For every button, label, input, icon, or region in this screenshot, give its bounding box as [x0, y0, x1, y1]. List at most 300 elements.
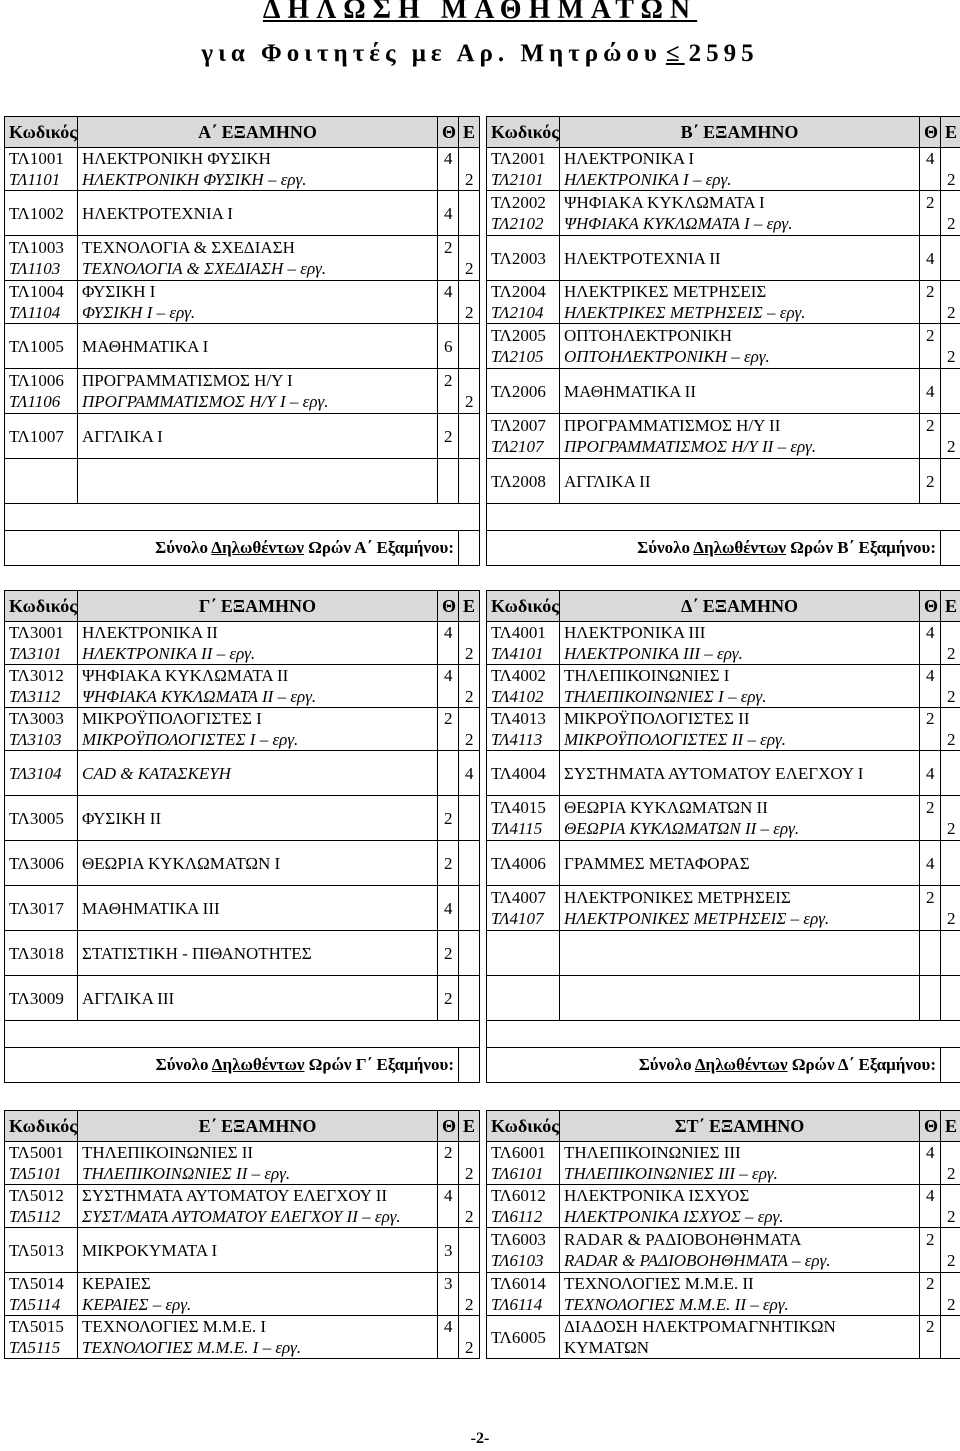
- lab-course-name: ΠΡΟΓΡΑΜΜΑΤΙΣΜΟΣ Η/Υ ΙΙ – εργ.: [564, 437, 817, 456]
- theory-hours-cell: [920, 414, 941, 459]
- lab-hours-cell: [459, 324, 480, 369]
- course-name: ΤΕΧΝΟΛΟΓΙΕΣ Μ.Μ.Ε. ΙΙ: [564, 1274, 754, 1293]
- lab-hours: [465, 808, 479, 829]
- course-name: ΓΡΑΜΜΕΣ ΜΕΤΑΦΟΡΑΣ: [564, 853, 750, 873]
- blank-spacer: [5, 1021, 480, 1048]
- course-name: ΗΛΕΚΤΡΟΝΙΚΑ ΙΙΙ: [564, 623, 706, 642]
- lab-hours-cell: [941, 148, 960, 191]
- lab-hours: 2: [947, 1164, 956, 1183]
- course-code-cell: [487, 1142, 560, 1185]
- course-name: ΗΛΕΚΤΡΟΤΕΧΝΙΑ Ι: [82, 203, 233, 223]
- course-name-cell: [560, 1228, 920, 1273]
- course-name-cell: [560, 191, 920, 236]
- course-name: ΣΥΣΤΗΜΑΤΑ ΑΥΤΟΜΑΤΟΥ ΕΛΕΓΧΟΥ Ι: [564, 763, 864, 783]
- lab-course-name: ΤΗΛΕΠΙΚΟΙΝΩΝΙΕΣ ΙΙ – εργ.: [82, 1164, 291, 1183]
- theory-hours-cell: [920, 369, 941, 414]
- lab-hours-cell: [459, 1273, 480, 1316]
- theory-hours-cell: [438, 1316, 459, 1359]
- header-lab: Ε: [459, 591, 480, 622]
- header-lab: Ε: [459, 117, 480, 148]
- lab-hours: 2: [947, 687, 956, 706]
- theory-hours-cell: [438, 191, 459, 236]
- lab-course-code: ΤΛ1106: [9, 392, 61, 411]
- theory-hours-cell: [920, 665, 941, 708]
- lab-hours-cell: [941, 796, 960, 841]
- theory-hours: 2: [926, 1230, 935, 1249]
- course-code: ΤΛ3104: [9, 763, 62, 783]
- lab-course-name: ΤΕΧΝΟΛΟΓΙΑ & ΣΧΕΔΙΑΣΗ – εργ.: [82, 259, 327, 278]
- lab-hours-cell: [941, 414, 960, 459]
- theory-hours-cell: [438, 886, 459, 931]
- semester-total-label: [487, 1048, 941, 1083]
- header-theory: Θ: [920, 1111, 941, 1142]
- course-name-cell: [78, 1142, 438, 1185]
- course-name-cell: [560, 886, 920, 931]
- lab-course-name: RADAR & ΡΑΔΙΟΒΟΗΘΗΜΑΤΑ – εργ.: [564, 1251, 831, 1270]
- lab-course-name: ΗΛΕΚΤΡΟΝΙΚΑ ΙΙΙ – εργ.: [564, 644, 743, 663]
- total-suffix: Ωρών Δ΄ Εξαμήνου:: [791, 1055, 936, 1074]
- lab-hours: [947, 381, 960, 402]
- course-code: ΤΛ3017: [9, 898, 64, 918]
- course-name-cell: [78, 191, 438, 236]
- theory-hours-cell: [920, 1273, 941, 1316]
- course-name: ΜΑΘΗΜΑΤΙΚΑ ΙΙ: [564, 381, 697, 401]
- course-code-cell: [5, 708, 78, 751]
- theory-hours: 4: [926, 248, 935, 268]
- total-underlined: Δηλωθέντων: [211, 538, 304, 557]
- lab-hours-cell: [459, 281, 480, 324]
- theory-hours: 4: [444, 203, 453, 223]
- course-name: ΜΙΚΡΟΚΥΜΑΤΑ Ι: [82, 1240, 218, 1260]
- course-name-cell: [78, 414, 438, 459]
- course-name-cell: [560, 931, 920, 976]
- header-semester-title: Α΄ ΕΞΑΜΗΝΟ: [78, 117, 438, 148]
- theory-hours: 2: [926, 798, 935, 817]
- lab-hours: [465, 1316, 479, 1337]
- theory-hours-cell: [438, 841, 459, 886]
- course-code-cell: [487, 414, 560, 459]
- header-lab: Ε: [941, 591, 960, 622]
- course-table: [4, 590, 960, 1083]
- lab-hours: 2: [465, 1164, 474, 1183]
- lab-course-name: ΤΗΛΕΠΙΚΟΙΝΩΝΙΕΣ ΙΙΙ – εργ.: [564, 1164, 778, 1183]
- lab-hours: [947, 887, 960, 908]
- semester-block-a-b: [4, 116, 956, 566]
- column-separator: [480, 1142, 487, 1185]
- course-row: [5, 324, 960, 369]
- theory-hours-cell: [920, 622, 941, 665]
- course-code-cell: [487, 1273, 560, 1316]
- course-code: ΤΛ5013: [9, 1240, 64, 1260]
- course-code: ΤΛ1001: [9, 149, 64, 168]
- theory-hours-cell: [920, 281, 941, 324]
- lab-hours-cell: [941, 191, 960, 236]
- theory-hours-cell: [920, 191, 941, 236]
- course-name-cell: [78, 459, 438, 504]
- column-separator: [480, 148, 487, 191]
- course-code-cell: [5, 369, 78, 414]
- semester-block-e-f: [4, 1110, 956, 1359]
- course-row: [5, 976, 960, 1021]
- course-code-cell: [5, 281, 78, 324]
- header-code: Κωδικός: [487, 1111, 560, 1142]
- course-name-cell: [560, 324, 920, 369]
- header-semester-title: Γ΄ ΕΞΑΜΗΝΟ: [78, 591, 438, 622]
- course-code: ΤΛ1006: [9, 371, 64, 390]
- course-code: ΤΛ3009: [9, 988, 64, 1008]
- lab-hours: [947, 622, 960, 643]
- lab-course-code: ΤΛ4113: [491, 730, 543, 749]
- lab-hours: [465, 665, 479, 686]
- lab-hours: 2: [947, 819, 956, 838]
- theory-hours: 2: [444, 853, 453, 873]
- course-code: ΤΛ1002: [9, 203, 64, 223]
- lab-course-code: ΤΛ2105: [491, 347, 544, 366]
- theory-hours-cell: [920, 751, 941, 796]
- lab-hours: [947, 471, 960, 492]
- theory-hours: 4: [926, 149, 935, 168]
- lab-course-code: ΤΛ4107: [491, 909, 544, 928]
- lab-hours: 2: [465, 392, 474, 411]
- column-separator: [480, 1185, 487, 1228]
- course-row: [5, 1273, 960, 1316]
- lab-hours-cell: [459, 976, 480, 1021]
- course-code-cell: [5, 931, 78, 976]
- column-separator: [480, 1273, 487, 1316]
- course-code-cell: [5, 1185, 78, 1228]
- course-name-cell: [560, 665, 920, 708]
- theory-hours: 4: [444, 149, 453, 168]
- theory-hours: 2: [444, 808, 453, 828]
- lab-hours: 2: [947, 303, 956, 322]
- lab-hours-cell: [941, 236, 960, 281]
- lab-hours-cell: [459, 1185, 480, 1228]
- course-code-cell: [5, 665, 78, 708]
- lab-course-name: ΗΛΕΚΤΡΙΚΕΣ ΜΕΤΡΗΣΕΙΣ – εργ.: [564, 303, 806, 322]
- course-code-cell: [5, 191, 78, 236]
- column-separator: [480, 841, 487, 886]
- course-code-cell: [487, 324, 560, 369]
- theory-hours: 2: [444, 371, 453, 390]
- lab-course-code: ΤΛ2102: [491, 214, 544, 233]
- header-theory: Θ: [920, 591, 941, 622]
- column-separator: [480, 531, 487, 566]
- semester-total-value: [941, 531, 960, 566]
- course-name-cell: [78, 324, 438, 369]
- course-name: CAD & ΚΑΤΑΣΚΕΥΗ: [82, 763, 231, 783]
- column-separator: [480, 622, 487, 665]
- lab-hours: [947, 415, 960, 436]
- theory-hours-cell: [920, 931, 941, 976]
- course-name-cell: [560, 459, 920, 504]
- theory-hours-cell: [438, 324, 459, 369]
- course-row: [5, 148, 960, 191]
- course-row: [5, 414, 960, 459]
- course-name-cell: [78, 369, 438, 414]
- lab-course-name: ΚΕΡΑΙΕΣ – εργ.: [82, 1295, 192, 1314]
- header-theory: Θ: [438, 1111, 459, 1142]
- lab-hours: [947, 1316, 960, 1337]
- lab-hours: [465, 708, 479, 729]
- theory-hours: [444, 763, 458, 784]
- lab-hours: [947, 1273, 960, 1294]
- lab-hours: [947, 1229, 960, 1250]
- lab-course-name: ΤΗΛΕΠΙΚΟΙΝΩΝΙΕΣ Ι – εργ.: [564, 687, 767, 706]
- header-semester-title: Β΄ ΕΞΑΜΗΝΟ: [560, 117, 920, 148]
- column-separator: [480, 117, 487, 148]
- lab-hours: 2: [465, 170, 474, 189]
- lab-hours-cell: [459, 796, 480, 841]
- header-lab: Ε: [459, 1111, 480, 1142]
- theory-hours: 2: [926, 1317, 935, 1336]
- column-separator: [480, 665, 487, 708]
- course-code-cell: [5, 841, 78, 886]
- lab-course-code: ΤΛ3103: [9, 730, 62, 749]
- course-code: ΤΛ5012: [9, 1186, 64, 1205]
- lab-course-name: ΣΥΣΤ/ΜΑΤΑ ΑΥΤΟΜΑΤΟΥ ΕΛΕΓΧΟΥ ΙΙ – εργ.: [82, 1207, 401, 1226]
- theory-hours-cell: [920, 841, 941, 886]
- page-number: -2-: [470, 1430, 490, 1447]
- blank-spacer: [5, 504, 480, 531]
- theory-hours-cell: [920, 886, 941, 931]
- theory-hours: 4: [926, 623, 935, 642]
- course-name-cell: [560, 976, 920, 1021]
- lab-course-code: ΤΛ3101: [9, 644, 62, 663]
- lab-hours-cell: [941, 324, 960, 369]
- column-separator: [480, 504, 487, 531]
- course-row: [5, 931, 960, 976]
- course-name: ΨΗΦΙΑΚΑ ΚΥΚΛΩΜΑΤΑ ΙΙ: [82, 666, 289, 685]
- header-semester-title: ΣΤ΄ ΕΞΑΜΗΝΟ: [560, 1111, 920, 1142]
- lab-hours: 2: [947, 437, 956, 456]
- course-row: [5, 236, 960, 281]
- theory-hours-cell: [920, 148, 941, 191]
- lab-hours: 4: [465, 763, 474, 783]
- lab-course-code: ΤΛ1104: [9, 303, 61, 322]
- lab-hours: 2: [465, 730, 474, 749]
- course-code: ΤΛ5001: [9, 1143, 64, 1162]
- theory-hours: 2: [926, 1274, 935, 1293]
- course-name-cell: [78, 1185, 438, 1228]
- header-code: Κωδικός: [487, 117, 560, 148]
- course-code-cell: [487, 236, 560, 281]
- course-code: ΤΛ4002: [491, 666, 546, 685]
- lab-hours-cell: [459, 931, 480, 976]
- lab-course-name: ΜΙΚΡΟΫΠΟΛΟΓΙΣΤΕΣ ΙΙ – εργ.: [564, 730, 786, 749]
- course-code: ΤΛ1004: [9, 282, 64, 301]
- course-name: ΗΛΕΚΤΡΟΝΙΚΑ ΙΙ: [82, 623, 218, 642]
- header-code: Κωδικός: [487, 591, 560, 622]
- course-name-cell: [78, 148, 438, 191]
- course-code-cell: [5, 324, 78, 369]
- lab-hours-cell: [459, 459, 480, 504]
- lab-course-code: ΤΛ6114: [491, 1295, 543, 1314]
- course-code: ΤΛ4013: [491, 709, 546, 728]
- total-suffix: Ωρών Α΄ Εξαμήνου:: [308, 538, 454, 557]
- theory-hours-cell: [438, 281, 459, 324]
- theory-hours-cell: [438, 751, 459, 796]
- course-name-cell: [78, 931, 438, 976]
- lab-hours: [465, 281, 479, 302]
- course-name: ΗΛΕΚΤΡΟΝΙΚΑ ΙΣΧΥΟΣ: [564, 1186, 750, 1205]
- course-code: ΤΛ4006: [491, 853, 546, 873]
- column-separator: [480, 708, 487, 751]
- lab-hours: 2: [465, 1207, 474, 1226]
- course-code-cell: [487, 708, 560, 751]
- lab-hours-cell: [941, 976, 960, 1021]
- lab-hours: 2: [947, 909, 956, 928]
- lab-hours: [947, 148, 960, 169]
- lab-course-code: ΤΛ2104: [491, 303, 544, 322]
- course-code-cell: [487, 369, 560, 414]
- column-separator: [480, 1316, 487, 1359]
- theory-hours-cell: [438, 459, 459, 504]
- theory-hours: 4: [926, 666, 935, 685]
- column-separator: [480, 324, 487, 369]
- column-separator: [480, 976, 487, 1021]
- lab-hours: [465, 203, 479, 224]
- course-row: [5, 1228, 960, 1273]
- course-code: ΤΛ3003: [9, 709, 64, 728]
- theory-hours-cell: [920, 1228, 941, 1273]
- course-code: ΤΛ5014: [9, 1274, 64, 1293]
- lab-hours: [465, 988, 479, 1009]
- course-code-cell: [5, 236, 78, 281]
- course-name: ΔΙΑΔΟΣΗ ΗΛΕΚΤΡΟΜΑΓΝΗΤΙΚΩΝ: [564, 1317, 836, 1336]
- course-name: ΑΓΓΛΙΚΑ ΙΙΙ: [82, 988, 175, 1008]
- course-row: [5, 191, 960, 236]
- course-code-cell: [487, 1316, 560, 1359]
- lab-hours-cell: [459, 414, 480, 459]
- course-name-cell: [560, 1316, 920, 1359]
- course-code: ΤΛ3005: [9, 808, 64, 828]
- course-code: ΤΛ2002: [491, 193, 546, 212]
- course-name-cell: [560, 281, 920, 324]
- course-code-cell: [487, 976, 560, 1021]
- theory-hours-cell: [438, 148, 459, 191]
- lab-hours: 2: [947, 1251, 956, 1270]
- column-separator: [480, 796, 487, 841]
- lab-course-code: ΤΛ2107: [491, 437, 544, 456]
- theory-hours-cell: [438, 622, 459, 665]
- theory-hours-cell: [438, 1142, 459, 1185]
- column-separator: [480, 1228, 487, 1273]
- course-code-cell: [487, 886, 560, 931]
- theory-hours: 2: [444, 426, 453, 446]
- course-code: ΤΛ1005: [9, 336, 64, 356]
- theory-hours: 4: [444, 1317, 453, 1336]
- semester-total-value: [459, 1048, 480, 1083]
- course-code: ΤΛ4004: [491, 763, 546, 783]
- lab-course-name: ΗΛΕΚΤΡΟΝΙΚΕΣ ΜΕΤΡΗΣΕΙΣ – εργ.: [564, 909, 830, 928]
- lab-hours: 2: [947, 730, 956, 749]
- theory-hours: 4: [444, 282, 453, 301]
- course-name: ΑΓΓΛΙΚΑ ΙΙ: [564, 471, 651, 491]
- theory-hours: 4: [926, 1186, 935, 1205]
- course-row: [5, 622, 960, 665]
- blank-spacer: [487, 1021, 960, 1048]
- course-code: ΤΛ3012: [9, 666, 64, 685]
- course-code: ΤΛ1007: [9, 426, 64, 446]
- column-separator: [480, 236, 487, 281]
- lab-course-name: ΨΗΦΙΑΚΑ ΚΥΚΛΩΜΑΤΑ ΙΙ – εργ.: [82, 687, 317, 706]
- theory-hours: 3: [444, 1274, 453, 1293]
- theory-hours-cell: [438, 1273, 459, 1316]
- theory-hours-cell: [920, 459, 941, 504]
- course-code-cell: [487, 796, 560, 841]
- course-code-cell: [5, 976, 78, 1021]
- lab-course-name: ΤΕΧΝΟΛΟΓΙΕΣ Μ.Μ.Ε. ΙΙ – εργ.: [564, 1295, 789, 1314]
- course-code-cell: [5, 414, 78, 459]
- lab-hours-cell: [941, 665, 960, 708]
- header-code: Κωδικός: [5, 117, 78, 148]
- course-code-cell: [5, 1228, 78, 1273]
- lab-course-code: ΤΛ5101: [9, 1164, 62, 1183]
- theory-hours: 4: [926, 853, 935, 873]
- course-name: ΜΑΘΗΜΑΤΙΚΑ ΙΙΙ: [82, 898, 220, 918]
- course-name-cell: [560, 414, 920, 459]
- theory-hours-cell: [920, 976, 941, 1021]
- header-theory: Θ: [920, 117, 941, 148]
- total-underlined: Δηλωθέντων: [693, 538, 786, 557]
- column-separator: [480, 1021, 487, 1048]
- lab-hours: 2: [465, 259, 474, 278]
- lab-hours-cell: [459, 236, 480, 281]
- theory-hours: 4: [926, 1143, 935, 1162]
- column-separator: [480, 751, 487, 796]
- course-name: ΘΕΩΡΙΑ ΚΥΚΛΩΜΑΤΩΝ ΙΙ: [564, 798, 768, 817]
- theory-hours: 2: [926, 282, 935, 301]
- lab-hours-cell: [941, 1142, 960, 1185]
- course-row: [5, 796, 960, 841]
- theory-hours-cell: [438, 369, 459, 414]
- total-underlined: Δηλωθέντων: [694, 1055, 788, 1074]
- course-name: ΤΗΛΕΠΙΚΟΙΝΩΝΙΕΣ ΙΙΙ: [564, 1143, 741, 1162]
- course-code-cell: [5, 751, 78, 796]
- header-theory: Θ: [438, 117, 459, 148]
- course-code-cell: [5, 1142, 78, 1185]
- course-code: ΤΛ3006: [9, 853, 64, 873]
- course-name-cell: [78, 886, 438, 931]
- theory-hours: 4: [444, 623, 453, 642]
- theory-hours: 4: [926, 763, 935, 783]
- lab-hours: [947, 853, 960, 874]
- lab-course-name: ΠΡΟΓΡΑΜΜΑΤΙΣΜΟΣ Η/Υ Ι – εργ.: [82, 392, 329, 411]
- header-lab: Ε: [941, 117, 960, 148]
- theory-hours: 2: [926, 416, 935, 435]
- header-lab: Ε: [941, 1111, 960, 1142]
- lab-hours: 2: [947, 170, 956, 189]
- course-name-cell: [560, 622, 920, 665]
- lab-hours-cell: [941, 369, 960, 414]
- lab-hours: [465, 1185, 479, 1206]
- course-name-cell: [560, 708, 920, 751]
- lab-hours: [947, 281, 960, 302]
- lab-hours: [465, 898, 479, 919]
- course-name: ΦΥΣΙΚΗ Ι: [82, 282, 156, 301]
- lab-course-name: ΦΥΣΙΚΗ Ι – εργ.: [82, 303, 196, 322]
- course-row: [5, 708, 960, 751]
- course-row: [5, 665, 960, 708]
- course-name: ΤΗΛΕΠΙΚΟΙΝΩΝΙΕΣ Ι: [564, 666, 730, 685]
- lab-hours: 2: [947, 644, 956, 663]
- course-code-cell: [487, 665, 560, 708]
- lab-course-name: ΗΛΕΚΤΡΟΝΙΚΗ ΦΥΣΙΚΗ – εργ.: [82, 170, 307, 189]
- course-row: [5, 841, 960, 886]
- course-code-cell: [487, 1228, 560, 1273]
- course-code: ΤΛ4001: [491, 623, 546, 642]
- lab-hours: [947, 192, 960, 213]
